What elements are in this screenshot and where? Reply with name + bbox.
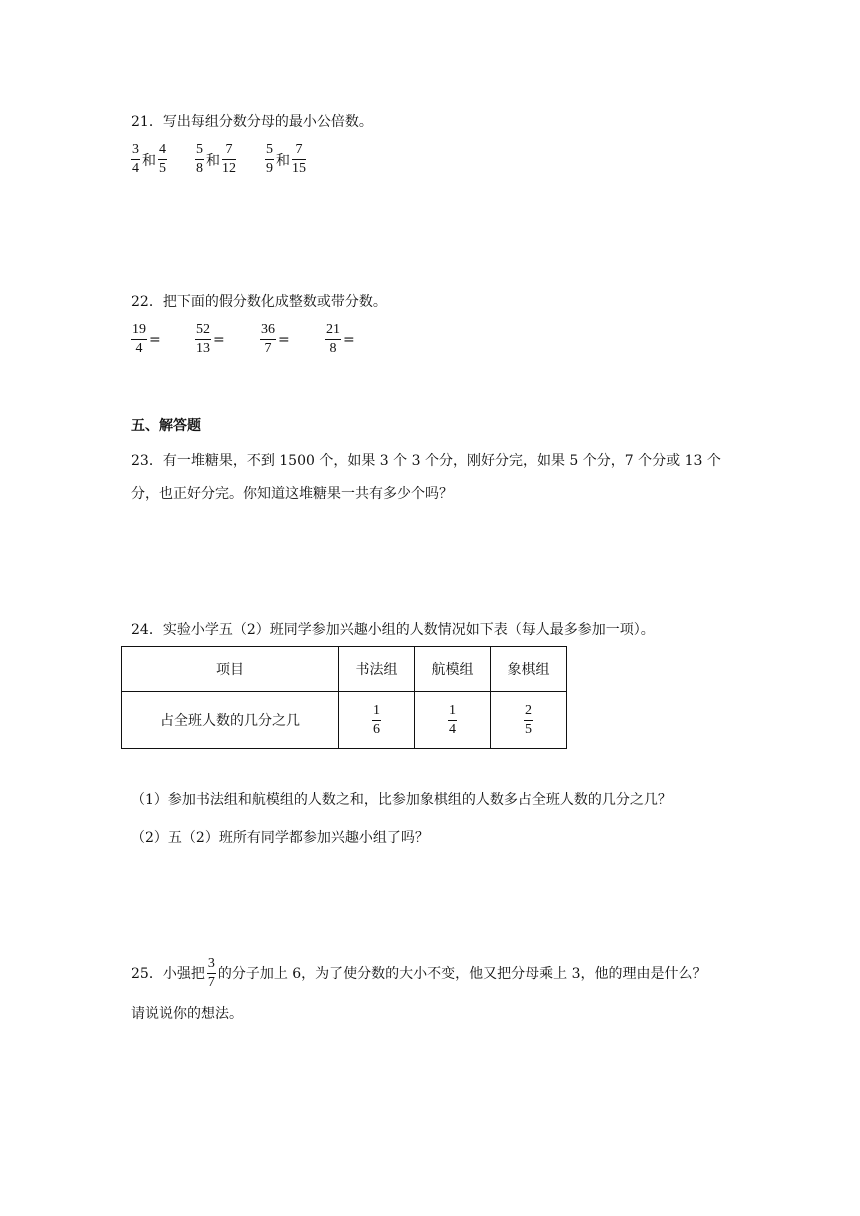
join-word: 和 (142, 152, 156, 169)
fraction: $\frac{4}{5}$ (159, 142, 166, 176)
table-cell (491, 692, 567, 749)
q25-line-1 (131, 956, 707, 991)
fraction: $\frac{19}{4}$ (132, 322, 146, 356)
join-word: 和 (276, 152, 290, 169)
table-cell (339, 692, 415, 749)
equals-sign: = (213, 331, 225, 348)
fraction: $\frac{5}{8}$ (196, 142, 203, 176)
q22-item-4 (325, 322, 355, 357)
interest-group-table (121, 646, 567, 749)
q23-line-2: 分，也正好分完。你知道这堆糖果一共有多少个吗？ (131, 486, 453, 502)
q21-group-1 (131, 142, 167, 177)
q22-prompt: 22．把下面的假分数化成整数或带分数。 (131, 294, 387, 310)
q25-line-2: 请说说你的想法。 (131, 1006, 243, 1022)
fraction: $\frac{3}{7}$ (207, 956, 215, 990)
equals-sign: = (149, 331, 161, 348)
fraction: $\frac{3}{4}$ (132, 142, 139, 176)
q24-prompt: 24．实验小学五（2）班同学参加兴趣小组的人数情况如下表（每人最多参加一项）。 (131, 622, 655, 638)
equals-sign: = (343, 331, 355, 348)
q23-line-1: 23．有一堆糖果，不到 1500 个，如果 3 个 3 个分，刚好分完，如果 5 个分，7 个分或 13 个 (131, 453, 721, 469)
table-header-row (122, 647, 567, 692)
fraction: $\frac{2}{5}$ (525, 702, 532, 737)
fraction: $\frac{52}{13}$ (196, 322, 210, 356)
fraction: $\frac{1}{6}$ (373, 702, 380, 737)
fraction: $\frac{36}{7}$ (261, 322, 275, 356)
table-row (122, 692, 567, 749)
equals-sign: = (278, 331, 290, 348)
fraction: $\frac{1}{4}$ (449, 702, 456, 737)
table-header-cell: 项目 (122, 647, 339, 692)
section-title: 五、解答题 (131, 418, 201, 434)
q22-item-2 (195, 322, 225, 357)
q25-text-before: 25．小强把 (131, 965, 205, 982)
fraction: $\frac{5}{9}$ (266, 142, 273, 176)
q25-text-after: 的分子加上 6，为了使分数的大小不变，他又把分母乘上 3，他的理由是什么？ (217, 965, 707, 982)
q22-item-1 (131, 322, 161, 357)
table-row-label: 占全班人数的几分之几 (122, 692, 339, 749)
fraction: $\frac{7}{12}$ (222, 142, 236, 176)
q24-sub-question-1: （1）参加书法组和航模组的人数之和，比参加象棋组的人数多占全班人数的几分之几？ (131, 792, 672, 808)
q22-item-3 (260, 322, 290, 357)
fraction: $\frac{21}{8}$ (326, 322, 340, 356)
table-cell (415, 692, 491, 749)
fraction: $\frac{7}{15}$ (292, 142, 306, 176)
table-header-cell: 航模组 (415, 647, 491, 692)
table-header-cell: 书法组 (339, 647, 415, 692)
q21-prompt: 21．写出每组分数分母的最小公倍数。 (131, 114, 373, 130)
q21-group-3 (265, 142, 306, 177)
table-header-cell: 象棋组 (491, 647, 567, 692)
join-word: 和 (206, 152, 220, 169)
q21-group-2 (195, 142, 236, 177)
q24-sub-question-2: （2）五（2）班所有同学都参加兴趣小组了吗？ (131, 830, 429, 846)
